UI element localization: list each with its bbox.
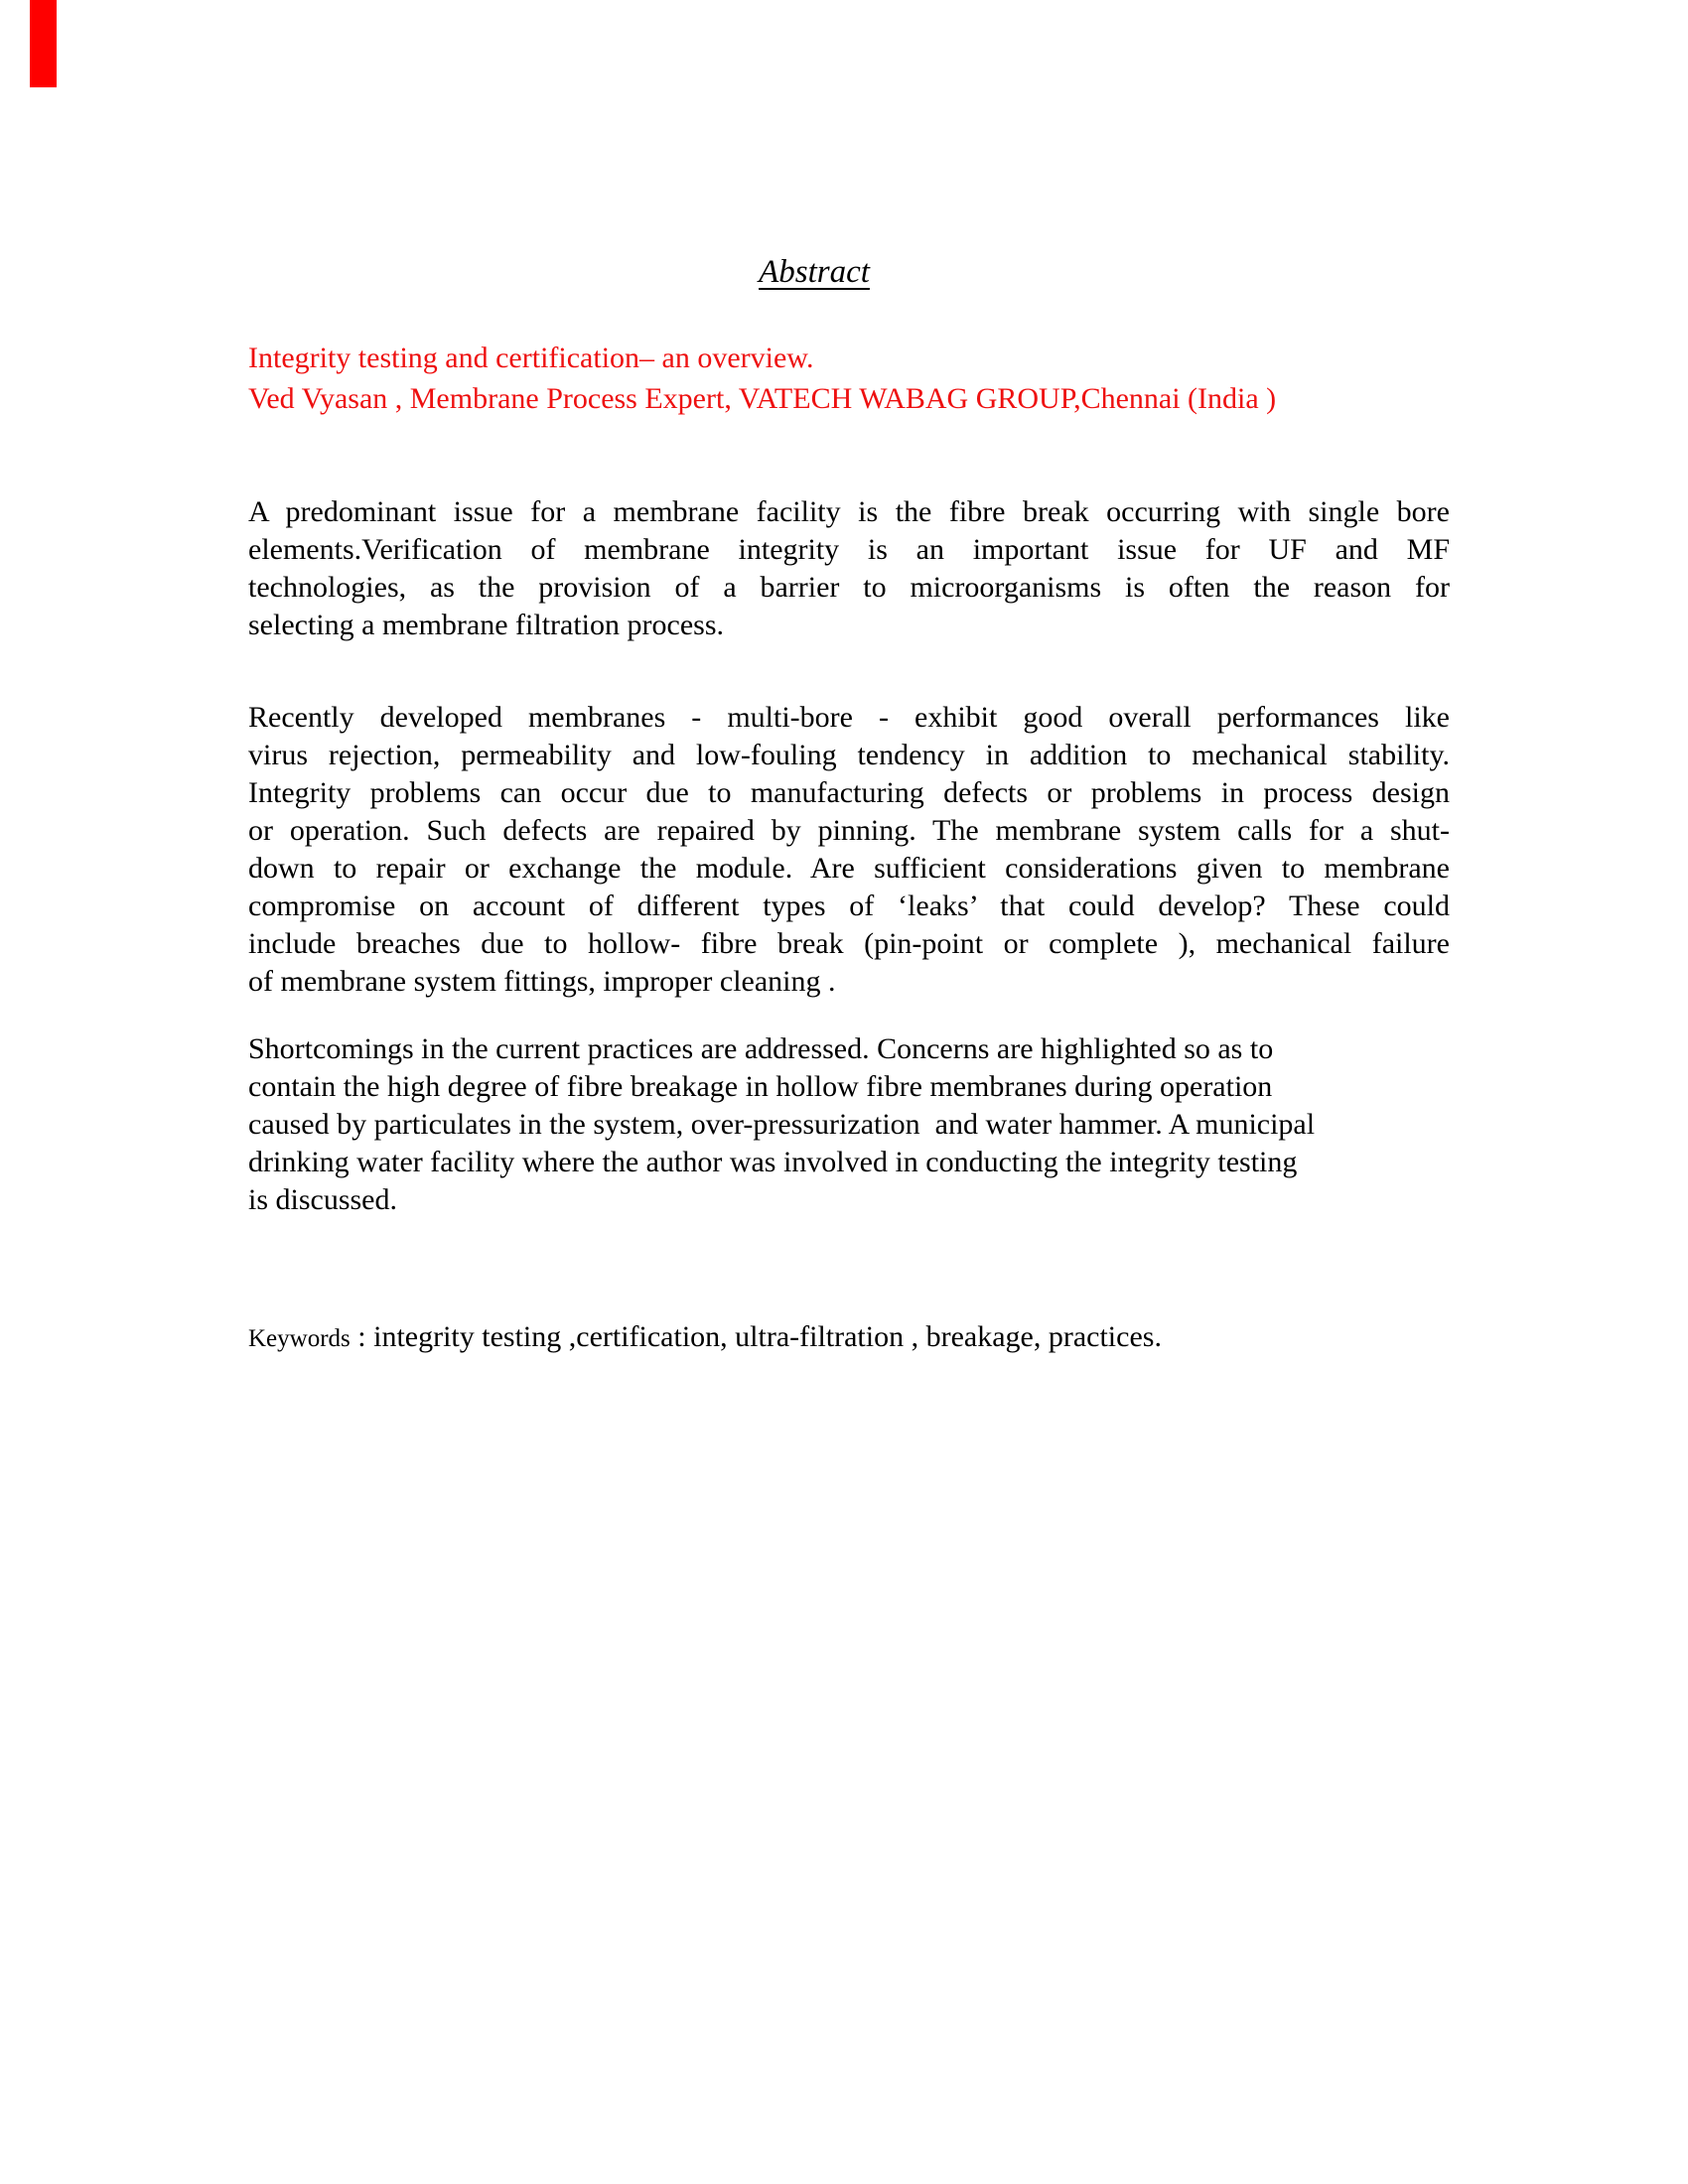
paper-title-line: Integrity testing and certification– an overview.: [248, 341, 814, 374]
text-line: Recently developed membranes - multi-bore - exhibit good overall performances like: [248, 701, 1450, 734]
text-line: technologies, as the provision of a barrier to microorganisms is often the reason for: [248, 571, 1450, 604]
keywords-text: integrity testing ,certification, ultra-filtration , breakage, practices.: [373, 1320, 1162, 1353]
abstract-title: [248, 254, 1380, 291]
paper-heading: [248, 338, 1539, 419]
abstract-paragraph-2: [248, 699, 1450, 1001]
text-line: Shortcomings in the current practices are addressed. Concerns are highlighted so as to: [248, 1032, 1274, 1065]
text-line: elements.Verification of membrane integrity is an important issue for UF and MF: [248, 533, 1450, 566]
paper-author-line: Ved Vyasan , Membrane Process Expert, VATECH WABAG GROUP,Chennai (India ): [248, 382, 1277, 415]
abstract-paragraph-1: [248, 493, 1450, 644]
abstract-paragraph-3: [248, 1030, 1450, 1219]
text-line: include breaches due to hollow- fibre break (pin-point or complete ), mechanical failure: [248, 927, 1450, 960]
text-line: compromise on account of different types of ‘leaks’ that could develop? These could: [248, 889, 1450, 922]
text-line: selecting a membrane filtration process.: [248, 609, 724, 641]
text-line: contain the high degree of fibre breakage in hollow fibre membranes during operation: [248, 1070, 1273, 1103]
text-line: is discussed.: [248, 1183, 397, 1216]
keywords-label: Keywords: [248, 1325, 351, 1352]
abstract-title-text: Abstract: [759, 254, 870, 290]
text-line: or operation. Such defects are repaired by pinning. The membrane system calls for a shut-: [248, 814, 1450, 847]
red-artifact-mark: [30, 0, 57, 87]
text-line: down to repair or exchange the module. Are sufficient considerations given to membrane: [248, 852, 1450, 885]
text-line: Integrity problems can occur due to manufacturing defects or problems in process design: [248, 776, 1450, 809]
keywords-separator: :: [350, 1320, 374, 1353]
text-line: caused by particulates in the system, over-pressurization and water hammer. A municipal: [248, 1108, 1316, 1141]
text-line: virus rejection, permeability and low-fouling tendency in addition to mechanical stability.: [248, 739, 1450, 771]
keywords-line: [248, 1320, 1450, 1354]
text-line: of membrane system fittings, improper cleaning .: [248, 965, 836, 998]
text-line: A predominant issue for a membrane facility is the fibre break occurring with single bore: [248, 495, 1450, 528]
text-line: drinking water facility where the author was involved in conducting the integrity testing: [248, 1146, 1298, 1178]
